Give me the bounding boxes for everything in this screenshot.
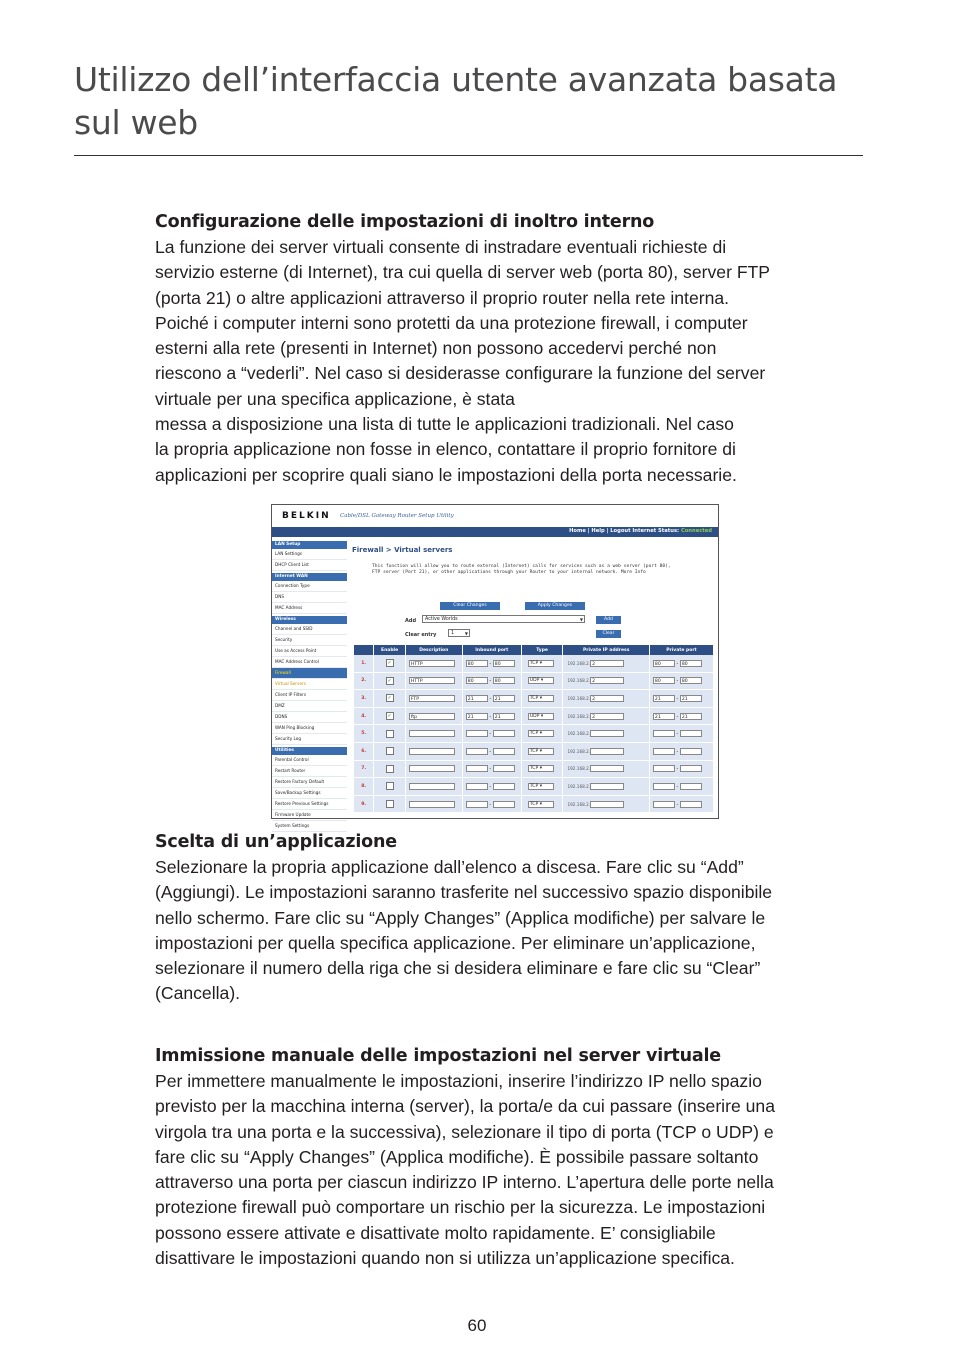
ip-prefix: 192.168.2. — [567, 783, 591, 789]
description-cell — [406, 690, 462, 708]
ip-prefix: 192.168.2. — [567, 748, 591, 754]
section-manual-entry — [155, 1044, 880, 1271]
section-heading: Configurazione delle impostazioni di inoltro interno — [155, 212, 655, 232]
ip-prefix: 192.168.2. — [567, 731, 591, 737]
protocol-select[interactable]: UDP ▾ — [528, 677, 554, 684]
port-separator: - — [487, 783, 493, 790]
apply-changes-button[interactable]: Apply Changes — [525, 602, 585, 610]
protocol-select[interactable]: TCP ▾ — [528, 695, 554, 702]
inbound-port-to[interactable]: 80 — [493, 677, 515, 684]
port-separator: - — [674, 765, 680, 772]
port-separator: - — [674, 695, 680, 702]
type-cell — [522, 673, 563, 691]
sidebar-item[interactable]: Parental Control — [272, 755, 347, 766]
title-divider — [74, 155, 863, 156]
clear-entry-select[interactable]: 1 ▼ — [448, 629, 470, 637]
private-port-cell — [650, 708, 713, 726]
port-separator: - — [487, 660, 493, 667]
enable-checkbox[interactable]: ✓ — [387, 677, 392, 684]
type-cell — [522, 743, 563, 761]
row-number: 6. — [354, 743, 373, 761]
sidebar-menu — [272, 539, 347, 828]
row-number: 4. — [354, 708, 373, 726]
row-number: 1. — [354, 655, 373, 673]
inbound-port-to[interactable] — [493, 730, 515, 737]
sidebar-item[interactable]: DDNS — [272, 712, 347, 723]
text-line: impostazioni per quella specifica applicazione. Per eliminare un’applicazione, — [155, 932, 756, 953]
description-cell — [406, 708, 462, 726]
private-port-to[interactable] — [680, 783, 702, 790]
description-input[interactable]: HTTP — [409, 660, 455, 667]
text-line: esterni alla rete (presenti in Internet) non possono accedervi perché non — [155, 338, 717, 359]
sidebar-item[interactable]: Connection Type — [272, 581, 347, 592]
protocol-select[interactable]: TCP ▾ — [528, 801, 554, 808]
private-port-to[interactable] — [680, 801, 702, 808]
sidebar-item[interactable]: DMZ — [272, 701, 347, 712]
inbound-port-to[interactable]: 21 — [493, 713, 515, 720]
private-ip-input[interactable]: 2 — [590, 677, 624, 684]
port-separator: - — [487, 748, 493, 755]
text-line: selezionare il numero della riga che si desidera eliminare e fare clic su “Clear” — [155, 958, 761, 979]
text-line: la propria applicazione non fosse in elenco, contattare il proprio fornitore di — [155, 439, 736, 460]
private-ip-input[interactable] — [590, 783, 624, 790]
port-separator: - — [487, 713, 493, 720]
enable-checkbox[interactable] — [386, 730, 394, 738]
port-separator: - — [487, 730, 493, 737]
private-port-to[interactable] — [680, 765, 702, 772]
text-line: attraverso una porta per ciascun indirizzo IP interno. L’apertura delle porte nella — [155, 1172, 774, 1193]
private-port-to[interactable]: 21 — [680, 695, 702, 702]
sidebar-heading: Utilities — [272, 747, 347, 755]
description-input[interactable] — [409, 748, 455, 755]
add-button[interactable]: Add — [596, 616, 621, 624]
description-input[interactable] — [409, 730, 455, 737]
text-line: (porta 21) o altre applicazioni attraverso il proprio router nella rete interna. — [155, 287, 730, 308]
ip-prefix: 192.168.2. — [567, 766, 591, 772]
inbound-port-to[interactable]: 80 — [493, 660, 515, 667]
sidebar-item[interactable]: MAC Address — [272, 603, 347, 614]
enable-checkbox[interactable]: ✓ — [387, 660, 392, 667]
column-header: Private port — [650, 645, 713, 655]
description-input[interactable] — [409, 801, 455, 808]
port-separator: - — [487, 695, 493, 702]
section-body — [155, 855, 880, 1007]
inbound-port-cell — [463, 725, 521, 743]
port-separator: - — [487, 677, 493, 684]
port-separator: - — [674, 677, 680, 684]
chevron-down-icon: ▼ — [464, 631, 468, 636]
section-body — [155, 235, 880, 488]
text-line: protezione firewall può comportare un rischio per la sicurezza. Le impostazioni — [155, 1197, 766, 1218]
enable-checkbox[interactable] — [386, 765, 394, 773]
text-line: nello schermo. Fare clic su “Apply Changes” (Applica modifiche) per salvare le — [155, 907, 766, 928]
sidebar-item[interactable]: Security Log — [272, 734, 347, 745]
private-port-from[interactable]: 21 — [653, 713, 675, 720]
private-ip-cell — [563, 761, 648, 779]
private-ip-cell — [563, 655, 648, 673]
private-port-cell — [650, 690, 713, 708]
enable-cell — [374, 725, 405, 743]
private-ip-input[interactable] — [590, 748, 624, 755]
private-port-to[interactable]: 80 — [680, 660, 702, 667]
private-port-cell — [650, 673, 713, 691]
text-line: riescono a “vederli”. Nel caso si desiderasse configurare la funzione del server — [155, 363, 766, 384]
port-separator: - — [674, 748, 680, 755]
inbound-port-cell — [463, 796, 521, 814]
sidebar-item[interactable]: Channel and SSID — [272, 624, 347, 635]
ip-prefix: 192.168.2. — [567, 801, 591, 807]
private-port-from[interactable]: 80 — [653, 660, 675, 667]
table-row — [354, 708, 713, 726]
section-body — [155, 1069, 880, 1271]
description-input[interactable]: HTTP — [409, 677, 455, 684]
clear-entry-label: Clear entry — [405, 632, 437, 638]
text-line: disattivare le impostazioni quando non si utilizza un’applicazione specifica. — [155, 1248, 735, 1269]
private-port-from[interactable]: 80 — [653, 677, 675, 684]
description-cell — [406, 725, 462, 743]
column-header: Private IP address — [563, 645, 648, 655]
table-row — [354, 690, 713, 708]
table-row — [354, 673, 713, 691]
chevron-down-icon: ▼ — [579, 617, 583, 622]
private-port-from[interactable] — [653, 730, 675, 737]
text-line: virgola tra una porta e la successiva), selezionare il tipo di porta (TCP o UDP) e — [155, 1121, 774, 1142]
enable-cell — [374, 761, 405, 779]
private-port-cell — [650, 725, 713, 743]
virtual-servers-table — [353, 645, 714, 813]
sidebar-item[interactable]: Use as Access Point — [272, 646, 347, 657]
private-ip-cell — [563, 725, 648, 743]
private-port-from[interactable] — [653, 783, 675, 790]
column-header: Enable — [374, 645, 405, 655]
description-input[interactable] — [409, 783, 455, 790]
private-ip-cell — [563, 778, 648, 796]
private-ip-input[interactable]: 2 — [590, 660, 624, 667]
inbound-port-cell — [463, 690, 521, 708]
inbound-port-from[interactable] — [466, 730, 488, 737]
protocol-select[interactable]: TCP ▾ — [528, 765, 554, 772]
row-number: 5. — [354, 725, 373, 743]
inbound-port-cell — [463, 743, 521, 761]
private-ip-cell — [563, 673, 648, 691]
enable-cell — [374, 743, 405, 761]
table-row — [354, 761, 713, 779]
enable-cell — [374, 778, 405, 796]
inbound-port-from[interactable]: 21 — [466, 713, 488, 720]
sidebar-item[interactable]: MAC Address Control — [272, 657, 347, 668]
type-cell — [522, 796, 563, 814]
type-cell — [522, 708, 563, 726]
text-line: (Aggiungi). Le impostazioni saranno trasferite nel successivo spazio disponibile — [155, 882, 773, 903]
enable-cell — [374, 796, 405, 814]
inbound-port-to[interactable] — [493, 748, 515, 755]
table-row — [354, 725, 713, 743]
text-line: (Cancella). — [155, 983, 241, 1004]
port-separator: - — [674, 783, 680, 790]
description-cell — [406, 778, 462, 796]
row-number: 9. — [354, 796, 373, 814]
ip-prefix: 192.168.2. — [567, 678, 591, 684]
inbound-port-from[interactable]: 80 — [466, 677, 488, 684]
port-separator: - — [674, 660, 680, 667]
private-port-to[interactable] — [680, 748, 702, 755]
private-port-cell — [650, 655, 713, 673]
inbound-port-to[interactable] — [493, 765, 515, 772]
private-ip-input[interactable]: 2 — [590, 695, 624, 702]
description-cell — [406, 673, 462, 691]
text-line: possono essere attivate e disattivate molto rapidamente. E’ consigliabile — [155, 1222, 716, 1243]
private-port-from[interactable] — [653, 748, 675, 755]
top-nav — [272, 527, 718, 537]
column-header: Description — [406, 645, 462, 655]
router-screenshot — [271, 504, 719, 828]
row-number: 8. — [354, 778, 373, 796]
port-separator: - — [674, 801, 680, 808]
sidebar-item[interactable]: System Settings — [272, 821, 347, 832]
private-port-from[interactable] — [653, 801, 675, 808]
description-cell — [406, 743, 462, 761]
text-line: La funzione dei server virtuali consente di instradare eventuali richieste di — [155, 237, 727, 257]
table-row — [354, 778, 713, 796]
text-line: Per immettere manualmente le impostazioni, inserire l’indirizzo IP nello spazio — [155, 1071, 762, 1091]
page-number: 60 — [467, 1316, 487, 1335]
sidebar-item[interactable]: Firewall — [272, 668, 347, 679]
type-cell — [522, 690, 563, 708]
inbound-port-from[interactable] — [466, 765, 488, 772]
protocol-select[interactable]: UDP ▾ — [528, 713, 554, 720]
type-cell — [522, 778, 563, 796]
sidebar-item[interactable]: Save/Backup Settings — [272, 788, 347, 799]
inbound-port-from[interactable] — [466, 783, 488, 790]
page-title: Utilizzo dell’interfaccia utente avanzata basata sul web — [74, 60, 838, 142]
inbound-port-cell — [463, 673, 521, 691]
sidebar-item[interactable]: Firmware Update — [272, 810, 347, 821]
port-separator: - — [674, 713, 680, 720]
inbound-port-from[interactable]: 21 — [466, 695, 488, 702]
internet-status: Connected — [680, 528, 712, 534]
private-port-to[interactable]: 80 — [680, 677, 702, 684]
enable-checkbox[interactable]: ✓ — [387, 695, 392, 702]
private-ip-cell — [563, 708, 648, 726]
row-number: 3. — [354, 690, 373, 708]
enable-checkbox[interactable] — [386, 800, 394, 808]
section-heading: Scelta di un’applicazione — [155, 832, 397, 852]
private-port-cell — [650, 761, 713, 779]
column-header — [354, 645, 373, 655]
section-choose-app — [155, 830, 880, 1007]
text-line: servizio esterne (di Internet), tra cui quella di server web (porta 80), server FTP — [155, 262, 771, 283]
description-input[interactable]: ftp — [409, 713, 455, 720]
content-title: Firewall > Virtual servers — [352, 546, 453, 554]
row-number: 2. — [354, 673, 373, 691]
text-line: Poiché i computer interni sono protetti da una protezione firewall, i computer — [155, 312, 748, 333]
nav-links[interactable]: Home | Help | Logout Internet Status: Connected — [569, 528, 712, 534]
private-port-cell — [650, 778, 713, 796]
private-port-to[interactable]: 21 — [680, 713, 702, 720]
private-port-from[interactable] — [653, 765, 675, 772]
table-row — [354, 743, 713, 761]
ip-prefix: 192.168.2. — [567, 695, 591, 701]
inbound-port-from[interactable]: 80 — [466, 660, 488, 667]
private-ip-cell — [563, 796, 648, 814]
port-separator: - — [487, 801, 493, 808]
sidebar-item[interactable]: Client IP Filters — [272, 690, 347, 701]
inbound-port-cell — [463, 761, 521, 779]
brand-subtitle: Cable/DSL Gateway Router Setup Utility — [340, 513, 454, 519]
private-ip-input[interactable] — [590, 765, 624, 772]
private-ip-cell — [563, 743, 648, 761]
enable-checkbox[interactable]: ✓ — [387, 713, 392, 720]
description-input[interactable] — [409, 765, 455, 772]
enable-cell — [374, 708, 405, 726]
clear-changes-button[interactable]: Clear Changes — [440, 602, 500, 610]
table-row — [354, 655, 713, 673]
type-cell — [522, 655, 563, 673]
sidebar-heading: LAN Setup — [272, 541, 347, 549]
description-input[interactable]: FTP — [409, 695, 455, 702]
inbound-port-to[interactable] — [493, 783, 515, 790]
protocol-select[interactable]: TCP ▾ — [528, 748, 554, 755]
row-number: 7. — [354, 761, 373, 779]
content-area — [352, 539, 714, 818]
section-heading: Immissione manuale delle impostazioni nel server virtuale — [155, 1046, 721, 1066]
text-line: applicazioni per scoprire quali siano le impostazioni della porta necessarie. — [155, 464, 737, 485]
port-separator: - — [487, 765, 493, 772]
ip-prefix: 192.168.2. — [567, 660, 591, 666]
inbound-port-to[interactable]: 21 — [493, 695, 515, 702]
description-cell — [406, 796, 462, 814]
text-line: Selezionare la propria applicazione dall’elenco a discesa. Fare clic su “Add” — [155, 857, 744, 877]
column-header: Type — [522, 645, 563, 655]
enable-checkbox[interactable] — [386, 747, 394, 755]
inbound-port-cell — [463, 708, 521, 726]
sidebar-heading: Internet WAN — [272, 573, 347, 581]
private-port-cell — [650, 796, 713, 814]
port-separator: - — [674, 730, 680, 737]
enable-cell — [374, 690, 405, 708]
inbound-port-to[interactable] — [493, 801, 515, 808]
sidebar-item[interactable]: Restart Router — [272, 766, 347, 777]
screenshot-header — [272, 505, 718, 527]
sidebar-heading: Wireless — [272, 616, 347, 624]
enable-cell — [374, 673, 405, 691]
ip-prefix: 192.168.2. — [567, 713, 591, 719]
column-header: Inbound port — [463, 645, 521, 655]
private-ip-cell — [563, 690, 648, 708]
private-port-from[interactable]: 21 — [653, 695, 675, 702]
sidebar-item[interactable]: Restore Factory Default — [272, 777, 347, 788]
inbound-port-cell — [463, 778, 521, 796]
private-ip-input[interactable]: 2 — [590, 713, 624, 720]
clear-button[interactable]: Clear — [596, 630, 621, 638]
protocol-select[interactable]: TCP ▾ — [528, 783, 554, 790]
type-cell — [522, 761, 563, 779]
brand-logo: BELKIN — [282, 511, 331, 521]
private-port-cell — [650, 743, 713, 761]
sidebar-item[interactable]: DNS — [272, 592, 347, 603]
section-forwarding — [155, 210, 880, 488]
sidebar-item[interactable]: Security — [272, 635, 347, 646]
text-line: virtuale per una specifica applicazione, è stata — [155, 388, 515, 409]
text-line: fare clic su “Apply Changes” (Applica modifiche). È possibile passare soltanto — [155, 1146, 759, 1167]
type-cell — [522, 725, 563, 743]
content-description: This function will allow you to route external (Internet) calls for services such as a web server (port 80), FTP server (Port 21), or other applications through your Router to your internal network. More Info — [372, 564, 671, 575]
table-row — [354, 796, 713, 814]
private-port-to[interactable] — [680, 730, 702, 737]
add-label: Add — [405, 618, 417, 624]
description-cell — [406, 761, 462, 779]
enable-checkbox[interactable] — [386, 782, 394, 790]
sidebar-item[interactable]: LAN Settings — [272, 549, 347, 560]
inbound-port-cell — [463, 655, 521, 673]
inbound-port-from[interactable] — [466, 801, 488, 808]
inbound-port-from[interactable] — [466, 748, 488, 755]
sidebar-item[interactable]: DHCP Client List — [272, 560, 347, 571]
private-ip-input[interactable] — [590, 730, 624, 737]
application-select[interactable]: Active Worlds ▼ — [422, 615, 585, 623]
enable-cell — [374, 655, 405, 673]
sidebar-item[interactable]: Virtual Servers — [272, 679, 347, 690]
description-cell — [406, 655, 462, 673]
protocol-select[interactable]: TCP ▾ — [528, 730, 554, 737]
protocol-select[interactable]: TCP ▾ — [528, 660, 554, 667]
sidebar-item[interactable]: Restore Previous Settings — [272, 799, 347, 810]
text-line: previsto per la macchina interna (server), la porta/e da cui passare (inserire una — [155, 1096, 775, 1117]
text-line: messa a disposizione una lista di tutte le applicazioni tradizionali. Nel caso — [155, 414, 734, 435]
private-ip-input[interactable] — [590, 801, 624, 808]
sidebar-item[interactable]: WAN Ping Blocking — [272, 723, 347, 734]
